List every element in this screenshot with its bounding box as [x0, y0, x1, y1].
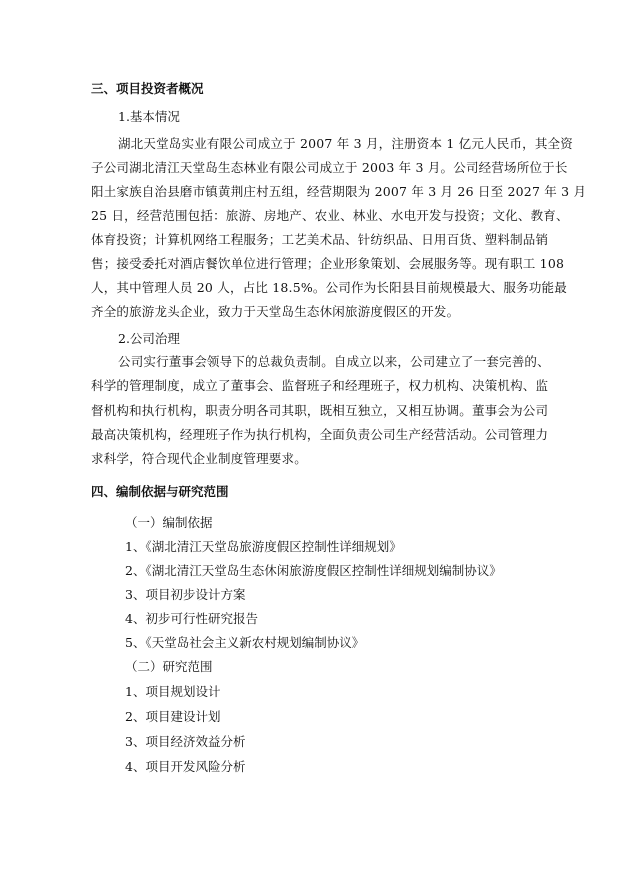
basis-item: 1、《湖北清江天堂岛旅游度假区控制性详细规划》	[125, 539, 402, 554]
scope-item: 4、项目开发风险分析	[125, 759, 246, 774]
basic-info-line: 体育投资；计算机网络工程服务；工艺美术品、针纺织品、日用百货、塑料制品销	[91, 232, 549, 247]
basic-info-line: 售；接受委托对酒店餐饮单位进行管理；企业形象策划、会展服务等。现有职工 108	[91, 256, 565, 271]
basic-info-line: 阳土家族自治县磨市镇黄荆庄村五组，经营期限为 2007 年 3 月 26 日至 2027 年 3 月	[91, 184, 587, 199]
scope-item: 2、项目建设计划	[125, 709, 221, 724]
basis-item: 5、《天堂岛社会主义新农村规划编制协议》	[125, 635, 365, 650]
section-3-heading: 三、项目投资者概况	[91, 81, 204, 96]
governance-line: 科学的管理制度，成立了董事会、监督班子和经理班子，权力机构、决策机构、监	[91, 378, 549, 393]
basic-info-line: 子公司湖北清江天堂岛生态林业有限公司成立于 2003 年 3 月。公司经营场所位于长	[91, 160, 568, 175]
basic-info-title: 1.基本情况	[118, 109, 180, 124]
basic-info-line: 人，其中管理人员 20 人，占比 18.5%。公司作为长阳县目前规模最大、服务功能最	[91, 280, 567, 295]
basis-item: 3、项目初步设计方案	[125, 587, 246, 602]
governance-line: 督机构和执行机构，职责分明各司其职，既相互独立，又相互协调。董事会为公司	[91, 403, 549, 418]
governance-line: 最高决策机构，经理班子作为执行机构，全面负责公司生产经营活动。公司管理力	[91, 427, 549, 442]
basis-title: （一）编制依据	[125, 515, 213, 530]
scope-title: （二）研究范围	[125, 659, 213, 674]
basic-info-line: 25 日，经营范围包括：旅游、房地产、农业、林业、水电开发与投资；文化、教育、	[91, 208, 569, 223]
governance-title: 2.公司治理	[118, 331, 180, 346]
basis-item: 2、《湖北清江天堂岛生态休闲旅游度假区控制性详细规划编制协议》	[125, 563, 502, 578]
basic-info-line: 齐全的旅游龙头企业，致力于天堂岛生态休闲旅游度假区的开发。	[91, 304, 460, 319]
section-4-heading: 四、编制依据与研究范围	[91, 484, 229, 499]
scope-item: 1、项目规划设计	[125, 684, 221, 699]
governance-line: 求科学，符合现代企业制度管理要求。	[91, 451, 307, 466]
basis-item: 4、初步可行性研究报告	[125, 611, 258, 626]
scope-item: 3、项目经济效益分析	[125, 734, 246, 749]
governance-line: 公司实行董事会领导下的总裁负责制。自成立以来，公司建立了一套完善的、	[118, 354, 550, 369]
basic-info-line: 湖北天堂岛实业有限公司成立于 2007 年 3 月，注册资本 1 亿元人民币，其全资	[118, 136, 573, 151]
